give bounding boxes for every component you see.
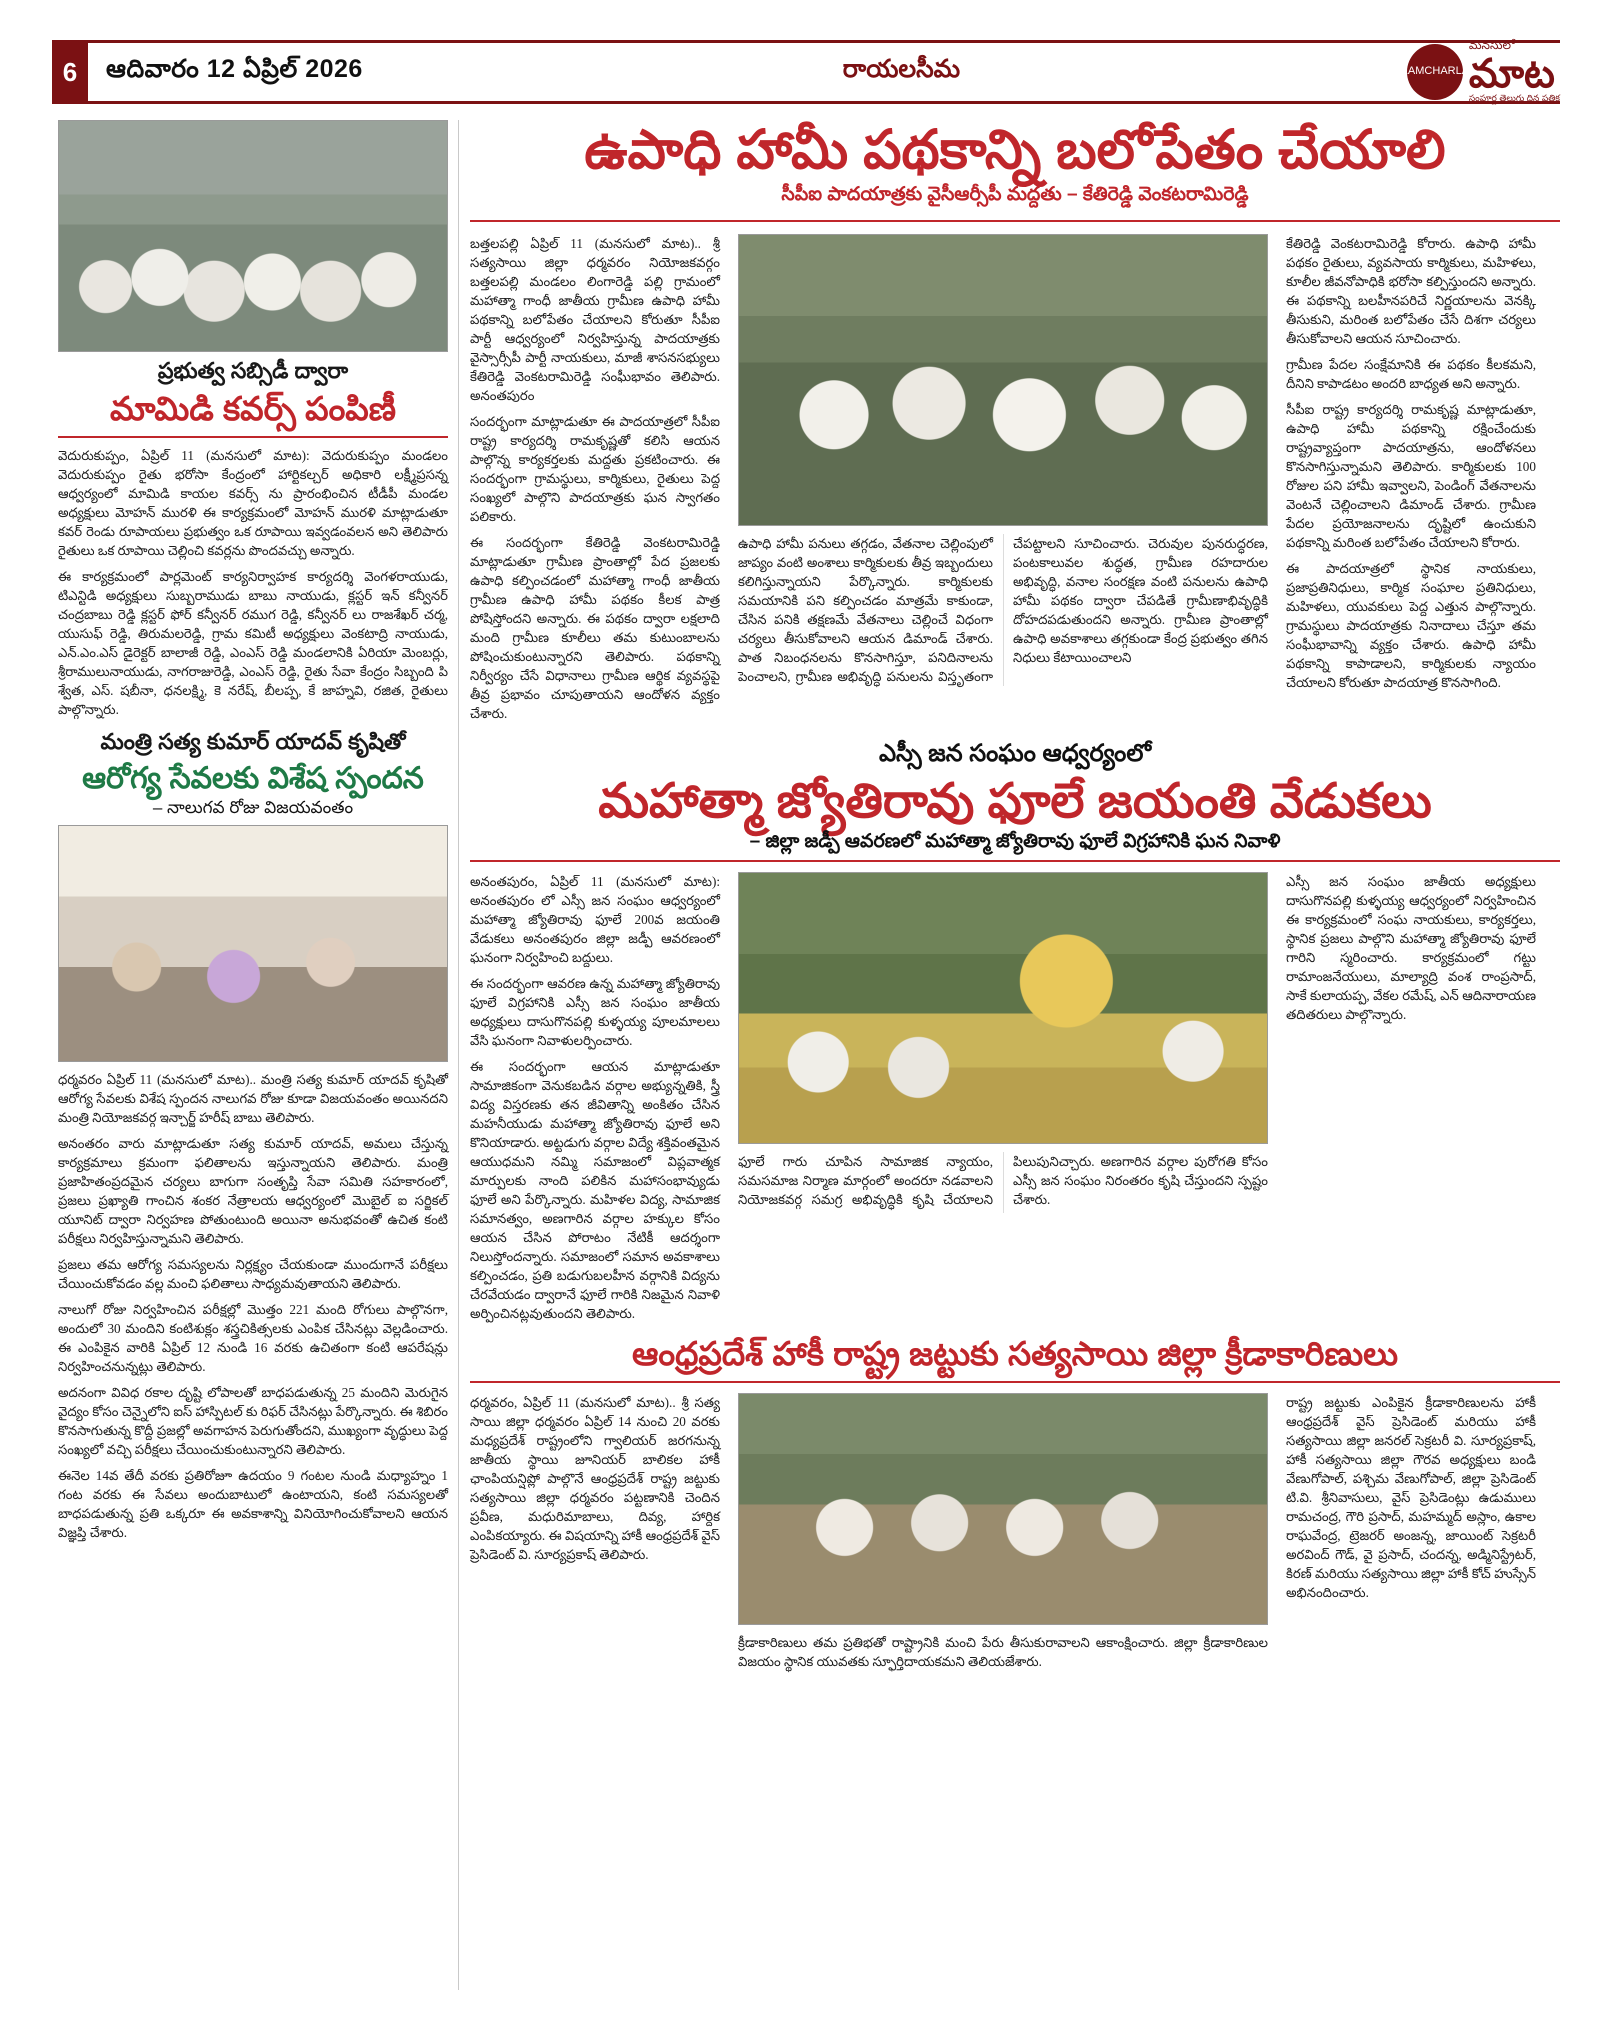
main-paragraph: సీపీఐ రాష్ట్ర కార్యదర్శి రామకృష్ణ మాట్లాడుతూ, ఉపాధి హామీ పథకాన్ని రక్షించేందుకు రాష్ట్రవ్యాప్తంగా పాదయాత్రను, ఆందోళనలు కొనసాగిస్తున్నామని తెలిపారు. కార్మికులకు 100 రోజుల పని హామీ ఇవ్వాలని, పెండింగ్ వేతనాలను వెంటనే చెల్లించాలని డిమాండ్ చేశారు. గ్రామీణ పేదల ప్రయోజనాలను దృష్టిలో ఉంచుకుని పథకాన్ని మరింత బలోపేతం చేయాలని కోరారు. bbox=[1286, 402, 1536, 551]
hockey-paragraph: ధర్మవరం, ఏప్రిల్ 11 (మనసులో మాట).. శ్రీ సత్య సాయి జిల్లా ధర్మవరం ఏప్రిల్ 14 నుంచి 20 వరకు మధ్యప్రదేశ్ రాష్ట్రంలోని గ్వాలియర్ జరగనున్న జాతీయ స్థాయి జూనియర్ బాలికల హాకీ ఛాంపియన్షిప్లో పాల్గొనే ఆంధ్రప్రదేశ్ రాష్ట్ర జట్టుకు సత్యసాయి జిల్లా ధర్మవరం పట్టణానికి చెందిన ప్రవీణ, మధురిమాబాలు, దివ్య, హార్దిక ఎంపికయ్యారు. ఈ విషయాన్ని హాకీ ఆంధ్రప్రదేశ్ వైస్ ప్రెసిడెంట్ వి. సూర్యప్రకాష్ తెలిపారు. bbox=[470, 1395, 720, 1563]
phule-paragraph: ఎస్సీ జన సంఘం జాతీయ అధ్యక్షులు దాసుగొనపల్లి కుళ్ళయ్య ఆధ్వర్యంలో నిర్వహించిన ఈ కార్యక్రమంలో సంఘ నాయకులు, కార్యకర్తలు, స్థానిక ప్రజలు పాల్గొని మహాత్మా జ్యోతిరావు ఫూలే గారిని స్మరించారు. కార్యక్రమంలో గట్టు రామాంజనేయులు, మాల్యాద్రి వంశ రాంప్రసాద్, సాకే కులాయప్ప, వేకల రమేష్, ఎన్ ఆదినారాయణ తదితరులు పాల్గొన్నారు. bbox=[1286, 874, 1536, 1023]
main-rule bbox=[470, 220, 1560, 222]
hockey-col-3 bbox=[1286, 1393, 1536, 1678]
phule-paragraph: ఫూలే గారు చూపిన సామాజిక న్యాయం, సమసమాజ నిర్మాణ మార్గంలో అందరూ నడవాలని నియోజకవర్గ సమగ్ర అభివృద్ధికి కృషి చేయాలని పిలుపునిచ్చారు. అణగారిన వర్గాల పురోగతి కోసం ఎస్సీ జన సంఘం నిరంతరం కృషి చేస్తుందని స్పష్టం చేశారు. bbox=[738, 1154, 1268, 1208]
main-paragraph: బత్తలపల్లి ఏప్రిల్ 11 (మనసులో మాట).. శ్రీ సత్యసాయి జిల్లా ధర్మవరం నియోజకవర్గం బత్తలపల్లి మండలం లింగారెడ్డి పల్లి గ్రామంలో మహాత్మా గాంధీ జాతీయ గ్రామీణ ఉపాధి హామీ పథకాన్ని బలోపేతం చేయాలని కోరుతూ సీపీఐ పార్టీ ఆధ్వర్యంలో నిర్వహిస్తున్న పాదయాత్రకు వైస్సార్సీపీ పార్టీ నాయకులు, మాజీ శాసనసభ్యులు కేతిరెడ్డి వెంకటరామిరెడ్డి సంఘీభావం తెలిపారు. అనంతపురం bbox=[470, 236, 720, 404]
main-paragraph: ఈ సందర్భంగా కేతిరెడ్డి వెంకటరామిరెడ్డి మాట్లాడుతూ గ్రామీణ ప్రాంతాల్లో పేద ప్రజలకు ఉపాధి కల్పించడంలో మహాత్మా గాంధీ జాతీయ గ్రామీణ ఉపాధి హామీ పథకం కీలక పాత్ర పోషిస్తోందని అన్నారు. ఈ పథకం ద్వారా లక్షలాది మంది గ్రామీణ కూలీలు తమ కుటుంబాలను పోషించుకుంటున్నారని తెలిపారు. పథకాన్ని నిర్వీర్యం చేసే విధానాలు గ్రామీణ ఆర్థిక వ్యవస్థపై తీవ్ర ప్రభావం చూపుతాయని ఆందోళన వ్యక్తం చేశారు. bbox=[470, 535, 720, 722]
article2-kicker: మంత్రి సత్య కుమార్ యాదవ్ కృషితో bbox=[100, 728, 406, 754]
phule-col-3 bbox=[1286, 872, 1536, 1330]
phule-kicker: ఎస్సీ జన సంఘం ఆధ్వర్యంలో bbox=[878, 740, 1152, 768]
main-paragraph: సందర్భంగా మాట్లాడుతూ ఈ పాదయాత్రలో సీపీఐ రాష్ట్ర కార్యదర్శి రామకృష్ణతో కలిసి ఆయన పాల్గొన్న కార్యకర్తలకు మద్దతు ప్రకటించారు. ఈ సందర్భంగా గ్రామస్థులు, కార్మికులు, రైతులు పెద్ద సంఖ్యలో పాల్గొని పాదయాత్రకు ఘన స్వాగతం పలికారు. bbox=[470, 414, 720, 525]
article2-subline: – నాలుగవ రోజు విజయవంతం bbox=[152, 797, 354, 817]
phule-headline: మహాత్మా జ్యోతిరావు ఫూలే జయంతి వేడుకలు bbox=[598, 775, 1432, 829]
hockey-col-1 bbox=[470, 1393, 720, 1678]
main-article-body bbox=[470, 234, 1560, 730]
main-paragraph: ఉపాధి హామీ పనులు తగ్గడం, వేతనాల చెల్లింపులో జాప్యం వంటి అంశాలు కార్మికులకు తీవ్ర ఇబ్బందులు కలిగిస్తున్నాయని పేర్కొన్నారు. కార్మికులకు సమయానికి పని కల్పించడం మాత్రమే కాకుండా, చేసిన పనికి తక్షణమే వేతనాలు చెల్లించే విధంగా చర్యలు తీసుకోవాలని ఆయన డిమాండ్ చేశారు. పాత నిబంధనలను కొనసాగిస్తూ, పనిదినాలను పెంచాలని, గ్రామీణ అభివృద్ధి పనులను విస్తృతంగా చేపట్టాలని సూచించారు. చెరువుల పునరుద్ధరణ, పంటకాలువల శుద్ధత, గ్రామీణ రహదారుల అభివృద్ధి, వనాల సంరక్షణ వంటి పనులను ఉపాధి హామీ పథకం ద్వారా చేపడితే గ్రామీణాభివృద్ధికి దోహదపడుతుందని అన్నారు. గ్రామీణ ప్రాంతాల్లో ఉపాధి అవకాశాలు తగ్గకుండా కేంద్ర ప్రభుత్వం తగిన నిధులు కేటాయించాలని bbox=[738, 536, 1268, 685]
phule-col-2 bbox=[738, 872, 1268, 1330]
article1-headline: మామిడి కవర్స్ పంపిణీ bbox=[109, 390, 397, 427]
article2-paragraph: ధర్మవరం ఏప్రిల్ 11 (మనసులో మాట).. మంత్రి సత్య కుమార్ యాదవ్ కృషితో ఆరోగ్య సేవలకు విశేష స్పందన నాలుగవ రోజు కూడా విజయవంతం అయినదని మంత్రి నియోజకవర్గ ఇన్చార్జ్ హరీష్ బాబు తెలిపారు. bbox=[58, 1071, 448, 1125]
article2-paragraph: నాలుగో రోజు నిర్వహించిన పరీక్షల్లో మొత్తం 221 మంది రోగులు పాల్గొనగా, అందులో 30 మందిని కంటిశుక్లం శస్త్రచికిత్సలకు ఎంపిక చేసినట్లు వెల్లడించారు. ఈ ఎంపికైన వారికి ఏప్రిల్ 12 నుండి 16 వరకు ఉచితంగా కంటి ఆపరేషన్లు నిర్వహించనున్నట్లు తెలిపారు. bbox=[58, 1301, 448, 1374]
hockey-paragraph: రాష్ట్ర జట్టుకు ఎంపికైన క్రీడాకారిణులను హాకీ ఆంధ్రప్రదేశ్ వైస్ ప్రెసిడెంట్ మరియు హాకీ సత్యసాయి జిల్లా జనరల్ సెక్రటరీ వి. సూర్యప్రకాష్, హాకీ సత్యసాయి జిల్లా గౌరవ అధ్యక్షులు బండి వేణుగోపాల్, పశ్చిమ వేణుగోపాల్, జిల్లా ప్రెసిడెంట్ టి.వి. శ్రీనివాసులు, వైస్ ప్రెసిడెంట్లు ఉడుములు రామచంద్ర, గౌరి ప్రసాద్, మహమ్మద్ అస్లాం, ఉకాల రాఘవేంద్ర, ట్రెజరర్ అంజన్న, జాయింట్ సెక్రటరీ అరవింద్ గౌడ్, వై ప్రసాద్, చందన్న, అడ్మినిస్ట్రేటర్, కిరణ్ మరియు సత్యసాయి జిల్లా హాకీ కోచ్ హుస్సేన్ అభినందించారు. bbox=[1286, 1395, 1536, 1601]
article2-paragraph: అదనంగా వివిధ రకాల దృష్టి లోపాలతో బాధపడుతున్న 25 మందిని మెరుగైన వైద్యం కోసం చెన్నైలోని ఐస్ హాస్పిటల్ కు రిఫర్ చేసినట్లు పేర్కొన్నారు. ఈ శిబిరం కొనసాగుతున్న కొద్దీ ప్రజల్లో అవగాహన పెరుగుతోందని, ముఖ్యంగా వృద్ధులు పెద్ద సంఖ్యలో వచ్చి పరీక్షలు చేయించుకుంటున్నారని తెలిపారు. bbox=[58, 1384, 448, 1457]
newspaper-logo bbox=[1350, 29, 1560, 115]
logo-sub-text: సంపూర్ణ తెలుగు దిన పత్రిక bbox=[1468, 93, 1560, 103]
logo-small-text: మనసులో bbox=[1468, 38, 1515, 52]
phule-subheadline: – జిల్లా జడ్పీ ఆవరణలో మహాత్మా జ్యోతిరావు ఫూలే విగ్రహానికి ఘన నివాళి bbox=[749, 831, 1281, 853]
photo-hockey-team-players-sticks bbox=[738, 1393, 1268, 1625]
hockey-article-body bbox=[470, 1393, 1560, 1678]
article1-kicker: ప్రభుత్వ సబ్సిడీ ద్వారా bbox=[157, 358, 349, 383]
article1-paragraph: వెదురుకుప్పం, ఏప్రిల్ 11 (మనసులో మాట): వెదురుకుప్పం మండలం వెదురుకుప్పం రైతు భరోసా కేంద్రంలో హార్టికల్చర్ అధికారి లక్ష్మీప్రసన్న ఆధ్వర్యంలో మామిడి కాయల కవర్స్ ను ప్రారంభించిన టీడీపీ మండల అధ్యక్షులు మోహన్ మురళి ఈ కార్యక్రమంలో మోహన్ మురళి మాట్లాడుతూ కవర్ రెండు రూపాయలు ప్రభుత్వం ఒక రూపాయి ఇవ్వడంవలన అని తెలిపారు రైతులు ఒక రూపాయి చెల్లించి కవర్లను పొందవచ్చు అన్నారు. bbox=[58, 447, 448, 558]
main-headline: ఉపాధి హామీ పథకాన్ని బలోపేతం చేయాలి bbox=[584, 120, 1446, 180]
phule-paragraph: ఈ సందర్భంగా ఆయన మాట్లాడుతూ సామాజికంగా వెనుకబడిన వర్గాల అభ్యున్నతికి, స్త్రీ విద్య విస్తరణకు తన జీవితాన్ని అంకితం చేసిన మహనీయుడు మహాత్మా జ్యోతిరావు ఫూలే అని కొనియాడారు. అట్టడుగు వర్గాల విద్యే శక్తివంతమైన ఆయుధమని నమ్మి సమాజంలో విప్లవాత్మక మార్పులకు నాంది పలికిన మహాసంభావ్యుడు ఫూలే అని పేర్కొన్నారు. మహిళల విద్య, సామాజిక సమానత్వం, అణగారిన వర్గాల హక్కుల కోసం ఆయన చేసిన పోరాటం నేటికీ ఆదర్శంగా నిలుస్తోందన్నారు. సమాజంలో సమాన అవకాశాలు కల్పించడం, ప్రతి బడుగుబలహీన వర్గానికి విద్యను చేరవేయడం ద్వారానే ఫూలే గారికి నిజమైన నివాళి అర్పించినట్లవుతుందని తెలిపారు. bbox=[470, 1059, 720, 1322]
article2-paragraph: ప్రజలు తమ ఆరోగ్య సమస్యలను నిర్లక్ష్యం చేయకుండా ముందుగానే పరీక్షలు చేయించుకోవడం వల్ల మంచి ఫలితాలు సాధ్యమవుతాయని తెలిపారు. bbox=[58, 1256, 448, 1291]
logo-main-text: మాట bbox=[1468, 52, 1555, 96]
edition-name: రాయలసీమ bbox=[842, 54, 961, 83]
phule-article-body bbox=[470, 872, 1560, 1330]
main-paragraph: గ్రామీణ పేదల సంక్షేమానికి ఈ పథకం కీలకమని, దీనిని కాపాడటం అందరి బాధ్యత అని అన్నారు. bbox=[1286, 357, 1536, 392]
hockey-col-2 bbox=[738, 1393, 1268, 1678]
main-subheadline: సీపీఐ పాదయాత్రకు వైసీఆర్సీపీ మద్దతు – కేతిరెడ్డి వెంకటరామిరెడ్డి bbox=[781, 184, 1249, 206]
main-paragraph: కేతిరెడ్డి వెంకటరామిరెడ్డి కోరారు. ఉపాధి హామీ పథకం రైతులు, వ్యవసాయ కార్మికులు, మహిళలు, కూలీల జీవనోపాధికి భరోసా కల్పిస్తుందని అన్నారు. ఈ పథకాన్ని బలహీనపరిచే నిర్ణయాలను వెనక్కి తీసుకుని, మరింత బలోపేతం చేసే దిశగా చర్యలు తీసుకోవాలని ఆయన సూచించారు. bbox=[1286, 236, 1536, 347]
main-col-2 bbox=[738, 234, 1268, 730]
main-col-3 bbox=[1286, 234, 1536, 730]
photo-phule-statue-garland-ceremony bbox=[738, 872, 1268, 1144]
publication-date: ఆదివారం 12 ఏప్రిల్ 2026 bbox=[106, 54, 363, 83]
left-column bbox=[58, 120, 448, 2000]
masthead bbox=[52, 40, 1560, 104]
photo-padayatra-leaders-garlands bbox=[738, 234, 1268, 526]
column-divider bbox=[458, 120, 459, 1990]
hockey-paragraph: క్రీడాకారిణులు తమ ప్రతిభతో రాష్ట్రానికి మంచి పేరు తీసుకురావాలని ఆకాంక్షించారు. జిల్లా క్రీడాకారిణుల విజయం స్థానిక యువతకు స్ఫూర్తిదాయకమని తెలియజేశారు. bbox=[738, 1635, 1268, 1670]
article1-body bbox=[58, 446, 448, 719]
photo-mango-covers-distribution bbox=[58, 120, 448, 352]
phule-rule bbox=[470, 860, 1560, 862]
article2-headline: ఆరోగ్య సేవలకు విశేష స్పందన bbox=[82, 761, 424, 795]
article2-paragraph: ఈనెల 14వ తేదీ వరకు ప్రతిరోజూ ఉదయం 9 గంటల నుండి మధ్యాహ్నం 1 గంట వరకు ఈ సేవలు అందుబాటులో ఉంటాయని, కంటి సమస్యలతో బాధపడుతున్న ప్రతి ఒక్కరూ ఈ అవకాశాన్ని వినియోగించుకోవాలని ఆయన విజ్ఞప్తి చేశారు. bbox=[58, 1467, 448, 1540]
article1-paragraph: ఈ కార్యక్రమంలో పార్లమెంట్ కార్యనిర్వాహక కార్యదర్శి వెంగళరాయుడు, టిఎన్టిడి అధ్యక్షులు సుబ్బరాముడు బాబు నాయుడు, క్లస్టర్ ఇన్ కన్వీనర్ చంద్రబాబు రెడ్డి క్లస్టర్ ఫోర్ కన్వీనర్ రముగ రెడ్డి, కన్వీనర్ లు రాజశేఖర్ చర్మ, యుసుఫ్ రెడ్డి, తిరుమలరెడ్డి, గ్రామ కమిటీ అధ్యక్షులు వెంకటాద్రి నాయుడు, ఎన్.ఎం.ఎస్ డైరెక్టర్ బాలాజీ రెడ్డి, ఎంఎస్ రెడ్డి మండలానికి ఏరియా మెంబర్లు, శ్రీరాములునాయుడు, నాగరాజురెడ్డి, ఎంఎస్ రెడ్డి, రైతు సేవా కేంద్రం సిబ్బంది పి శ్వేత, ఎస్. షబీనా, ధనలక్ష్మి, కె నరేష్, బీలప్ప, కే జాహ్నవి, రజిత, రైతులు పాల్గొన్నారు. bbox=[58, 568, 448, 717]
phule-paragraph: ఈ సందర్భంగా ఆవరణ ఉన్న మహాత్మా జ్యోతిరావు ఫూలే విగ్రహానికి ఎస్సీ జన సంఘం జాతీయ అధ్యక్షులు దాసుగొనపల్లి కుళ్ళయ్య పూలమాలలు వేసి ఘనంగా నివాళులర్పించారు. bbox=[470, 976, 720, 1049]
main-col-1 bbox=[470, 234, 720, 730]
phule-col-1 bbox=[470, 872, 720, 1330]
article2-paragraph: అనంతరం వారు మాట్లాడుతూ సత్య కుమార్ యాదవ్, అమలు చేస్తున్న కార్యక్రమాలు క్రమంగా ఫలితాలను ఇస్తున్నాయని తెలిపారు. మంత్రి ప్రజాహితంప్రదమైన చర్యలు బాగుగా సంతృప్తి సేవా సమితి సహకారంలో, ప్రజలు ప్రఖ్యాతి గాంచిన శంకర నేత్రాలయ ఆధ్వర్యంలో మొబైల్ ఐ సర్జికల్ యూనిట్ ద్వారా నిర్వహణ పోతుంటుంది అయినా అనుభవంతో ఉచిత కంటి పరీక్షలు నిర్వహిస్తున్నామని తెలిపారు. bbox=[58, 1135, 448, 1246]
article2-body bbox=[58, 1070, 448, 1542]
page-number: 6 bbox=[52, 43, 88, 101]
logo-badge-icon: KAMCHARLA bbox=[1407, 44, 1463, 100]
photo-health-camp-patients bbox=[58, 825, 448, 1062]
hockey-rule bbox=[470, 1381, 1560, 1383]
article1-rule bbox=[58, 436, 448, 438]
main-column bbox=[470, 120, 1560, 2000]
phule-paragraph: అనంతపురం, ఏప్రిల్ 11 (మనసులో మాట): అనంతపురం లో ఎస్సీ జన సంఘం ఆధ్వర్యంలో మహాత్మా జ్యోతిరావు ఫూలే 200వ జయంతి వేడుకలు అనంతపురం జిల్లా జడ్పీ ఆవరణంలో ఘనంగా నిర్వహించి బద్దులు. bbox=[470, 874, 720, 966]
main-paragraph: ఈ పాదయాత్రలో స్థానిక నాయకులు, ప్రజాప్రతినిధులు, కార్మిక సంఘాల ప్రతినిధులు, మహిళలు, యువకులు పెద్ద ఎత్తున పాల్గొన్నారు. గ్రామస్థులు పాదయాత్రకు నినాదాలు చేస్తూ తమ సంఘీభావాన్ని వ్యక్తం చేశారు. ఉపాధి హామీ పథకాన్ని కాపాడాలని, కార్మికులకు న్యాయం చేయాలని కోరుతూ పాదయాత్ర కొనసాగింది. bbox=[1286, 561, 1536, 691]
hockey-headline: ఆంధ్రప్రదేశ్ హాకీ రాష్ట్ర జట్టుకు సత్యసాయి జిల్లా క్రీడాకారిణులు bbox=[632, 1335, 1398, 1373]
